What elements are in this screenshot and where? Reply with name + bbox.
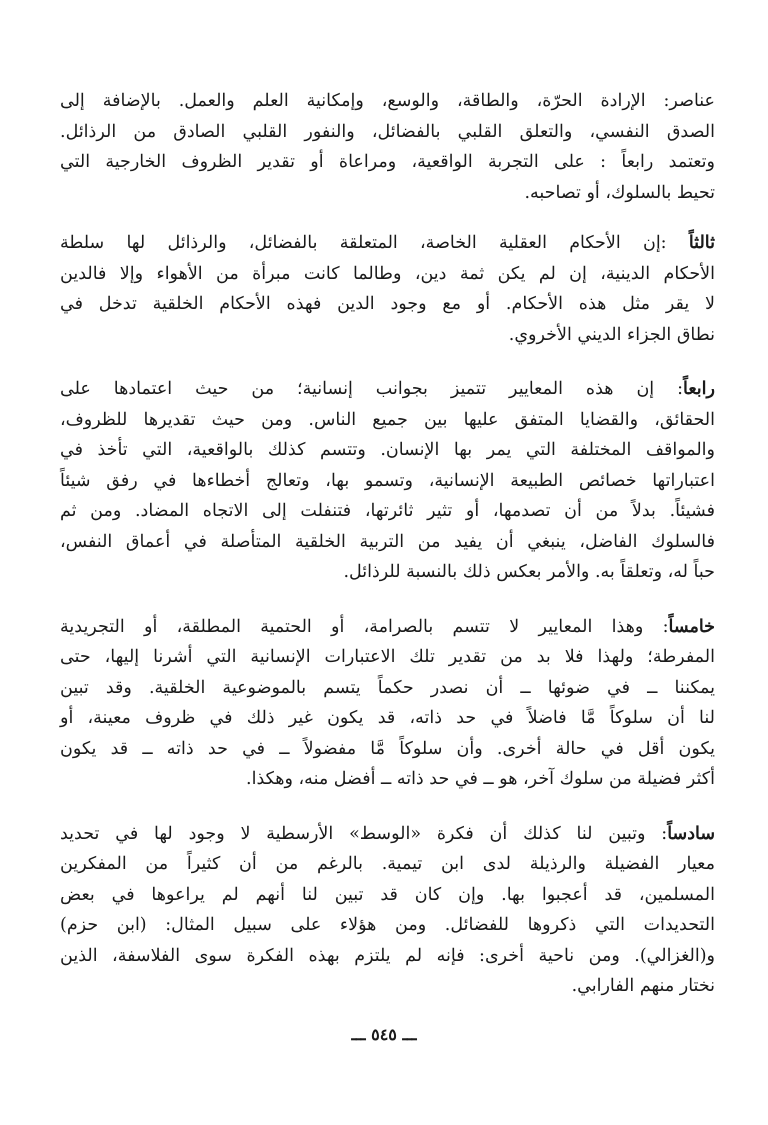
text-line: اعتباراتها خصائص الطبيعة الإنسانية، وتسمو بها، وتعالج أخطاءها في رفق شيئاً: [60, 470, 715, 491]
paragraph-sixth: [60, 819, 715, 1002]
text-line: أكثر فضيلة من سلوك آخر، هو ــ في حد ذاته ــ أفضل منه، وهكذا.: [246, 769, 715, 789]
paragraph-fourth: [60, 374, 715, 588]
text-line: وتعتمد رابعاً : على التجربة الواقعية، ومراعاة أو تقدير الظروف الخارجية التي: [60, 152, 715, 172]
text-line: [60, 819, 715, 850]
text-line: [60, 228, 715, 259]
paragraph-lead: رابعاً: [683, 379, 715, 399]
text-line: الأحكام الدينية، إن لم يكن ثمة دين، وطالما كانت مبرأة من الأهواء وإلا فالدين: [60, 263, 715, 284]
page-number: ـــ ٥٤٥ ـــ: [351, 1025, 417, 1044]
text-line: معيار الفضيلة والرذيلة لدى ابن تيمية. بالرغم من أن كثيراً من المفكرين: [60, 854, 715, 874]
text-line: تحيط بالسلوك، أو تصاحبه.: [524, 182, 715, 203]
text-line: والمواقف المختلفة التي يمر بها الإنسان. وتتسم كذلك بالواقعية، التي تأخذ في: [60, 440, 715, 460]
paragraph-third: [60, 228, 715, 350]
text-line: لنا أن سلوكاً مَّا فاضلاً في حد ذاته، قد يكون غير ذلك في ظروف معينة، أو: [60, 708, 715, 728]
paragraph-lead: خامساً: [668, 616, 715, 637]
paragraph-continuation: [60, 86, 715, 208]
text-line: [60, 612, 715, 643]
text-line: فالسلوك الفاضل، ينبغي أن يفيد من التربية الخلقية المتأصلة في أعماق النفس،: [60, 531, 715, 552]
text-line: نطاق الجزاء الديني الأخروي.: [508, 324, 715, 345]
text-line: يكون أقل في حالة أخرى. وأن سلوكاً مَّا مفضولاً ــ في حد ذاته ــ قد يكون: [60, 738, 715, 759]
text-line-rest: : وهذا المعايير لا تتسم بالصرامة، أو الحتمية المطلقة، أو التجريدية: [60, 616, 669, 637]
text-line: يمكننا ــ في ضوئها ــ أن نصدر حكماً يتسم بالموضوعية الخلقية. وقد تبين: [60, 677, 715, 698]
text-line: الحقائق، والقضايا المتفق عليها بين جميع الناس. ومن حيث تقديرها للظروف،: [60, 409, 715, 430]
text-line: فشيئاً. بدلاً من أن تصدمها، أو تثير ثائرتها، فتنفلت إلى الاتجاه المضاد. ومن ثم: [60, 501, 715, 521]
paragraph-lead: ثالثاً: [688, 233, 715, 253]
paragraph-lead: سادساً: [667, 823, 715, 844]
text-line: المفرطة؛ ولهذا فلا بد من تقدير تلك الاعتبارات الإنسانية التي أشرنا إليها، حتى: [60, 647, 715, 667]
text-line: و(الغزالي). ومن ناحية أخرى: فإنه لم يلتزم بهذه الفكرة سوى الفلاسفة، الذين: [60, 945, 715, 966]
paragraph-fifth: [60, 612, 715, 795]
text-line: لا يقر مثل هذه الأحكام. أو مع وجود الدين فهذه الأحكام الخلقية تدخل في: [60, 294, 715, 314]
text-line-rest: : وتبين لنا كذلك أن فكرة «الوسط» الأرسطية لا وجود لها في تحديد: [60, 823, 668, 844]
text-line: نختار منهم الفارابي.: [571, 976, 715, 996]
text-line: التحديدات التي ذكروها للفضائل. ومن هؤلاء على سبيل المثال: (ابن حزم): [60, 915, 715, 935]
page-body: [60, 86, 715, 1026]
text-line-rest: : إن هذه المعايير تتميز بجوانب إنسانية؛ من حيث اعتمادها على: [60, 379, 684, 399]
text-line: عناصر: الإرادة الحرّة، والطاقة، والوسع، وإمكانية العلم والعمل. بالإضافة إلى: [60, 91, 715, 111]
text-line: حباً له، وتعلقاً به. والأمر بعكس ذلك بالنسبة للرذائل.: [343, 562, 715, 582]
text-line: [60, 374, 715, 405]
text-line-rest: :إن الأحكام العقلية الخاصة، المتعلقة بالفضائل، والرذائل لها سلطة: [60, 233, 689, 253]
text-line: المسلمين، قد أعجبوا بها. وإن كان قد تبين لنا أنهم لم يراعوها في بعض: [60, 884, 715, 905]
text-line: الصدق النفسي، والتعلق القلبي بالفضائل، والنفور القلبي الصادق من الرذائل.: [60, 121, 715, 142]
